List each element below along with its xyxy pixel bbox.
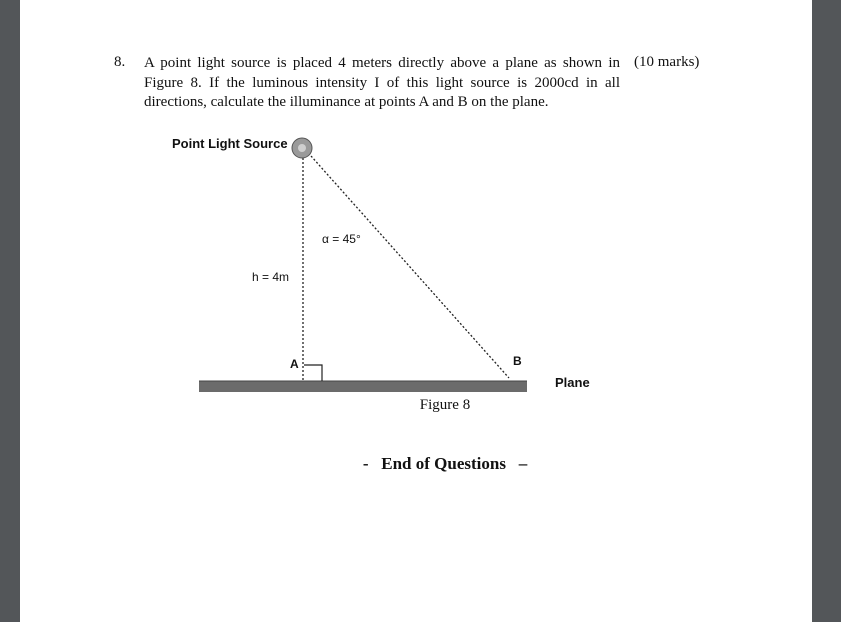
figure-caption: Figure 8 bbox=[419, 397, 471, 413]
angle-label: α = 45° bbox=[322, 232, 361, 246]
source-label: Point Light Source bbox=[172, 136, 288, 151]
point-a-label: A bbox=[290, 357, 299, 371]
light-source-core bbox=[298, 144, 306, 152]
end-of-questions bbox=[340, 454, 550, 474]
end-dash-right: – bbox=[518, 454, 528, 473]
question-text: A point light source is placed 4 meters directly above a plane as shown in Figure 8. If the luminous intensity I of this light source is 2000cd in all directions, calculate the illuminance at points A and B on the plane. bbox=[144, 55, 620, 110]
height-label: h = 4m bbox=[252, 270, 290, 284]
plane-surface bbox=[199, 381, 527, 392]
end-dash-left: - bbox=[362, 454, 369, 473]
slant-line-to-b bbox=[311, 156, 509, 378]
plane-label: Plane bbox=[555, 375, 590, 390]
question-number: 8. bbox=[114, 54, 126, 70]
right-angle-marker bbox=[304, 365, 322, 381]
question-marks: (10 marks) bbox=[634, 54, 700, 70]
point-b-label: B bbox=[513, 354, 522, 368]
end-text: End of Questions bbox=[381, 454, 506, 473]
